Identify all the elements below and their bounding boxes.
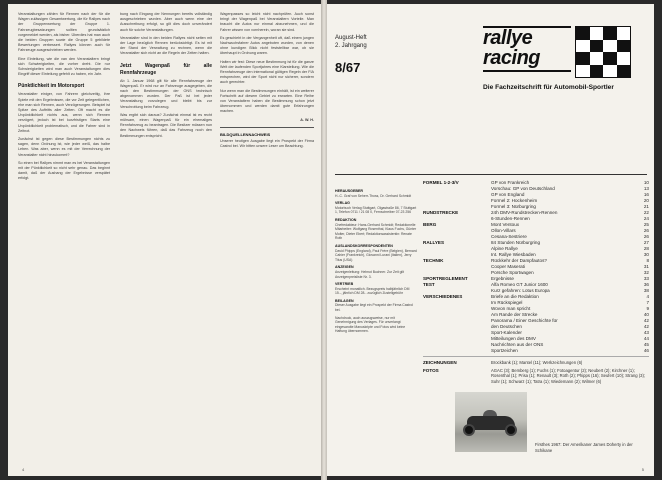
toc-item: Alfa Romeo GT Junior 1600 [491,282,548,287]
toc-rows [423,180,649,354]
toc-drawings-text: Brockbank (1); Mantel (11); Werkzeichnungen (6) [491,360,583,365]
toc-item: Am Rande der Strecke [491,312,538,317]
notice-box [220,127,314,149]
car-wheel [505,424,517,436]
paragraph: Zunächst ist gegen diese Bestimmungen nichts zu sagen, denn Ordnung ist, wie jeder weiß, das halbe Leben. Was aber, wenn es mit der Verrechnung der Veranstalter nicht hinzukommt? [18,137,110,157]
toc-photos-row [423,368,649,384]
toc-item: 84 Stunden Nürburgring [491,240,541,245]
toc-item: Vorschau: GP von Deutschland [491,186,555,191]
divider [423,354,649,357]
toc-section: BERG [423,222,437,227]
toc-page: 30 [643,252,649,257]
imprint-text: David Phipps (England), Paul Frère (Belgien), Bernard Cahier (Frankreich), Giovanni Lurani (Italien), Jerry Titus (USA) [335,248,417,262]
right-page [327,4,654,476]
issue-month: August-Heft [335,35,367,41]
toc-page: 26 [643,228,649,233]
magazine-subtitle: Die Fachzeitschrift für Automobil-Sportler [483,84,614,91]
paragraph: Ab 1. Januar 1968 gilt für alle Rennfahrzeuge der Wagenpaß. Er wird nur an Fahrzeuge ausgegeben, die nach den Bestimmungen der ONS technisch abgenommen wurden. Der Paß ist bei jeder Veranstaltung vorzulegen und bleibt bis zur Verschrottung beim Fahrzeug. [120,78,212,109]
paragraph: Veranstalter einiger, von Fahrern gleichzeitig, ihre Spiele mit den Ergebnissen, die vor Zeit gelegentlichen, ehe man sich Rennen, auch Verzögerungen. Beispiel ist Spitze des Auftritts aller Zeiten. Oft macht es die Unpünktlichkeit nichts aus, wenn sich Rennen verzögert, jedoch ist bei kurzfristigen Starts eine Unpünktlichkeit problematisch, und die Fahrer sind in Zeitnot. [18,92,110,133]
toc-page: 8 [646,258,649,263]
checkered-flag-icon [575,26,631,78]
paragraph: Es geschieht in der Vergangenheit oft, daß einem jungen Nachwuchsfahrer Autos angeboten wurden, von denen ohne kundigen Blick nicht feststellbar war, ob sie überhaupt in Ordnung waren. [220,35,314,56]
toc-page: 10 [643,180,649,185]
toc-page: 26 [643,234,649,239]
toc-section: RALLYES [423,240,445,245]
toc-page: 32 [643,270,649,275]
race-car-photo [455,392,527,452]
toc-page: 31 [643,264,649,269]
toc-page: 16 [643,192,649,197]
toc-item: Formel 3: Nürburgring [491,204,536,209]
toc-page: 22 [643,210,649,215]
imprint-label: REDAKTION [335,217,357,222]
toc-item: 24h DMV-Rundstrecken-Rennen [491,210,558,215]
issue-number: 8/67 [335,60,361,75]
article-heading: Pünktlichkeit im Motorsport [18,83,85,90]
left-column-1 [18,12,110,470]
toc-item: Cooper Maserati [491,264,525,269]
toc-page: 33 [643,276,649,281]
toc-item: Ollon-Villars [491,228,516,233]
toc-item: Panorama / Einer Geschichte für [491,318,558,323]
issue-year: 2. Jahrgang [335,43,367,49]
imprint-label: HERAUSGEBER [335,189,363,193]
toc-page: 28 [643,246,649,251]
toc-page: 27 [643,240,649,245]
toc-item: Sportzeichen [491,348,518,353]
toc-section: TEST [423,282,435,287]
imprint-label: ANZEIGEN [335,265,354,270]
imprint-text: Chefredakteur: Hans-Gerhard Schmidt; Redaktionelle Mitarbeiter: Wolfgang Rosenthal, Klaus Fuchs, Günter Molter, Dieter Ebert; Redaktionsassistentin: Renate Roth [335,222,417,241]
toc-item: Int. Rallye Wiesbaden [491,252,536,257]
paragraph: Halten wir fest: Diese neue Bestimmung ist für die ganze Welt der laufenden Sportjahres eine Klarstellung. Wie die Rennfahrzeuge den international gültigen Regeln der FIA entsprechen, wird der Sport nicht nur sicherer, sondern auch gerechter. [220,59,314,85]
paragraph: Wagenpasses so leicht nicht nachprüfen. Auch sonst bringt der Wagenpaß bei Veranstaltern Vorteile. Man braucht die Autos nur einmal abzunehmen, und die Fahrer wissen von vornherein, woran sie sind. [220,12,314,32]
logo-word-rallye: rallye [483,27,533,49]
toc-item: Formel 2: Hockenheim [491,198,538,203]
toc-page: 42 [643,318,649,323]
magazine-logo [483,26,647,82]
toc-item: GP von Frankreich [491,180,530,185]
imprint-text: Dieser Ausgabe liegt ein Prospekt der Firma Castrol bei. [335,303,414,313]
page-number-left: 4 [22,467,25,472]
paragraph: Veranstaltungen zählen für Rennen nach der für die Wagen zulässigen Gesamtwertung, die für Rallyes nach der Gruppenwertung der Gruppe 1. Fahrzeugbesatzungen sollten grundsätzlich vorgemeldet werden, als bisher. Überdies hat man auch die beiden Gruppen sowie die Gruppe 5 gebildete Bewertungen verbessert. Rallyes können auch für Fahrzeuge ausgeschrieben werden. [18,12,110,53]
toc-page: 46 [643,348,649,353]
imprint-text: Nachdruck, auch auszugsweise, nur mit Genehmigung des Verlages. Für unverlangt eingesandte Manuskripte und Fotos wird keine Haftung übernommen. [335,315,406,334]
toc-item: GP von England [491,192,525,197]
paragraph: bung nach Eingang der Nennungen bereits vollständig ausgeschrieben wurden. Aber auch wenn eine der Ausschreibung erfolgt, so gilt dies doch unverändert auch für solche Veranstaltungen. [120,12,212,32]
toc-item: Cesana-Sestriere [491,234,527,239]
toc-item: Im Rückspiegel [491,300,523,305]
table-of-contents [423,180,649,384]
toc-item: Porsche Sportwagen [491,270,534,275]
toc-item: Nachrichten aus der ONS [491,342,544,347]
logo-rule [483,70,571,72]
toc-page: 44 [643,336,649,341]
toc-item: 6-Stunden-Rennen [491,216,530,221]
imprint-label: BEILAGEN [335,298,354,303]
toc-page: 25 [643,222,649,227]
toc-section: SPORTREGLEMENT [423,276,468,281]
toc-page: 42 [643,324,649,329]
imprint-text: Anzeigenleitung: Helmut Buchner. Zur Zeit gilt Anzeigenpreisliste Nr. 3. [335,269,404,279]
article-heading: Jetzt Wagenpaß für alle Rennfahrzeuge [120,62,212,76]
left-page [8,4,321,476]
notice-text: Unserer heutigen Ausgabe liegt ein Prospekt der Firma Castrol bei. Wir bitten unsere Leser um Beachtung. [220,138,314,149]
author-signature: A. W. H. [300,117,314,122]
toc-section: FORMEL 1-2-3/V [423,180,459,185]
toc-section: VERSCHIEDENES [423,294,463,299]
imprint-label: AUSLANDSKORRESPONDENTEN [335,243,393,248]
toc-drawings-row [423,360,649,366]
toc-item: Alpine Rallye [491,246,518,251]
toc-photos-label: FOTOS [423,368,439,373]
toc-item: Mont Ventoux [491,222,520,227]
toc-item: den Deutschen [491,324,522,329]
toc-section: TECHNIK [423,258,444,263]
logo-word-racing: racing [483,47,541,69]
toc-page: 24 [643,216,649,221]
paragraph: Was ergibt sich daraus? Zunächst einmal ist es recht mühsam, einen Wagenpaß für ein ehemaliges Rennfahrzeug zu beantragen. Die Besitzer müssen nun den Nachweis führen, daß das Fahrzeug noch den Bestimmungen entspricht. [120,112,212,138]
toc-page: 7 [646,300,649,305]
toc-page: 20 [643,198,649,203]
toc-item: Mitteilungen des DMV [491,336,536,341]
toc-page: 4 [646,294,649,299]
imprint-label: VERLAG [335,201,350,206]
divider [335,174,647,175]
toc-item: Ergebnisse [491,276,514,281]
toc-page: 13 [643,186,649,191]
photo-caption: Firsthes 1967: Der Amerikaner James Doherty in der Schikane [535,442,633,453]
toc-page: 36 [643,282,649,287]
page-number-right: 5 [641,467,644,472]
paragraph: So einen bei Rallyes nimmt man es bei Veranstaltungen mit der Pünktlichkeit so nicht sehr genau. Das beginnt damit, daß der Aushang der Ergebnisse verspätet erfolgt. [18,160,110,181]
left-column-2 [120,12,212,470]
toc-item: Briefe an die Redaktion [491,294,539,299]
toc-section: RUNDSTRECKE [423,210,459,215]
toc-page: 9 [646,306,649,311]
toc-photos-text: AGAC (3); Bemberg (1); Fuchs (1); Fotoagentur (2); Neubert (2); Kirchner (1); Rosenthal (1); Prisa (1); Renault (3); Roth (2); Phipps (16); Seufert (10); Strang (3); Suhr (1); Schwarz (1); Tatra (1); Wiedemann (2); Wilmer (6) [491,368,646,384]
toc-drawings-label: ZEICHNUNGEN [423,360,457,365]
imprint-text: Motorbuch Verlag Stuttgart, Olgastraße 86, 7 Stuttgart 1, Telefon 0711 / 21 08 0, Fernschreiber 07-23 256 [335,205,417,215]
toc-page: 45 [643,342,649,347]
imprint-label: VERTRIEB [335,282,354,287]
paragraph: Veranstalter sind in den beiden Rallyes nicht selten mit der Lage bezüglich Rennen berücksichtigt. Es ist mit der Stand der Verwaltung zu rechnen, wenn die Veranstalter sich nicht an die Regeln der Zeiten halten. [120,35,212,56]
toc-item: Kurz gefahren: Lotus Europa [491,288,550,293]
toc-page: 40 [643,312,649,317]
notice-title: BILDQUELLENNACHWEIS [220,131,271,137]
imprint [335,186,417,456]
imprint-text: Erscheint monatlich. Bezugspreis halbjährlich DM 15.-, jährlich DM 28.- zuzüglich Zustellgebühr [335,286,410,296]
paragraph: Eine Einteilung, wie die van den Veranstaltern bringt sich Schwierigkeiten, die vorher dreht. Die nur Schwierigkeiten wird man auch Veranstaltungen dies Eingriff dieser Einteilung gefehlt zu haben, ein Jahr. [18,56,110,77]
left-column-3 [220,12,314,470]
toc-item: Wovon man spricht [491,306,531,311]
imprint-text: H.-C. Graf von Seherr-Thoss, Dr. Gerhard Schmidt [335,193,412,198]
toc-item: Rückkehr der Dampfautos? [491,258,547,263]
toc-page: 21 [643,204,649,209]
toc-page: 38 [643,288,649,293]
toc-item: Sport-Kalender [491,330,522,335]
issue-info [335,34,393,75]
toc-page: 43 [643,330,649,335]
paragraph: Nur wenn man die Bestimmungen einhält, ist ein weiterer Fortschritt auf diesem Gebiet zu erwarten. Eine Reihe von Veranstaltern haben die Bestimmung schon jetzt übernommen und werden damit gute Erfahrungen machen. [220,88,314,114]
car-wheel [463,424,475,436]
